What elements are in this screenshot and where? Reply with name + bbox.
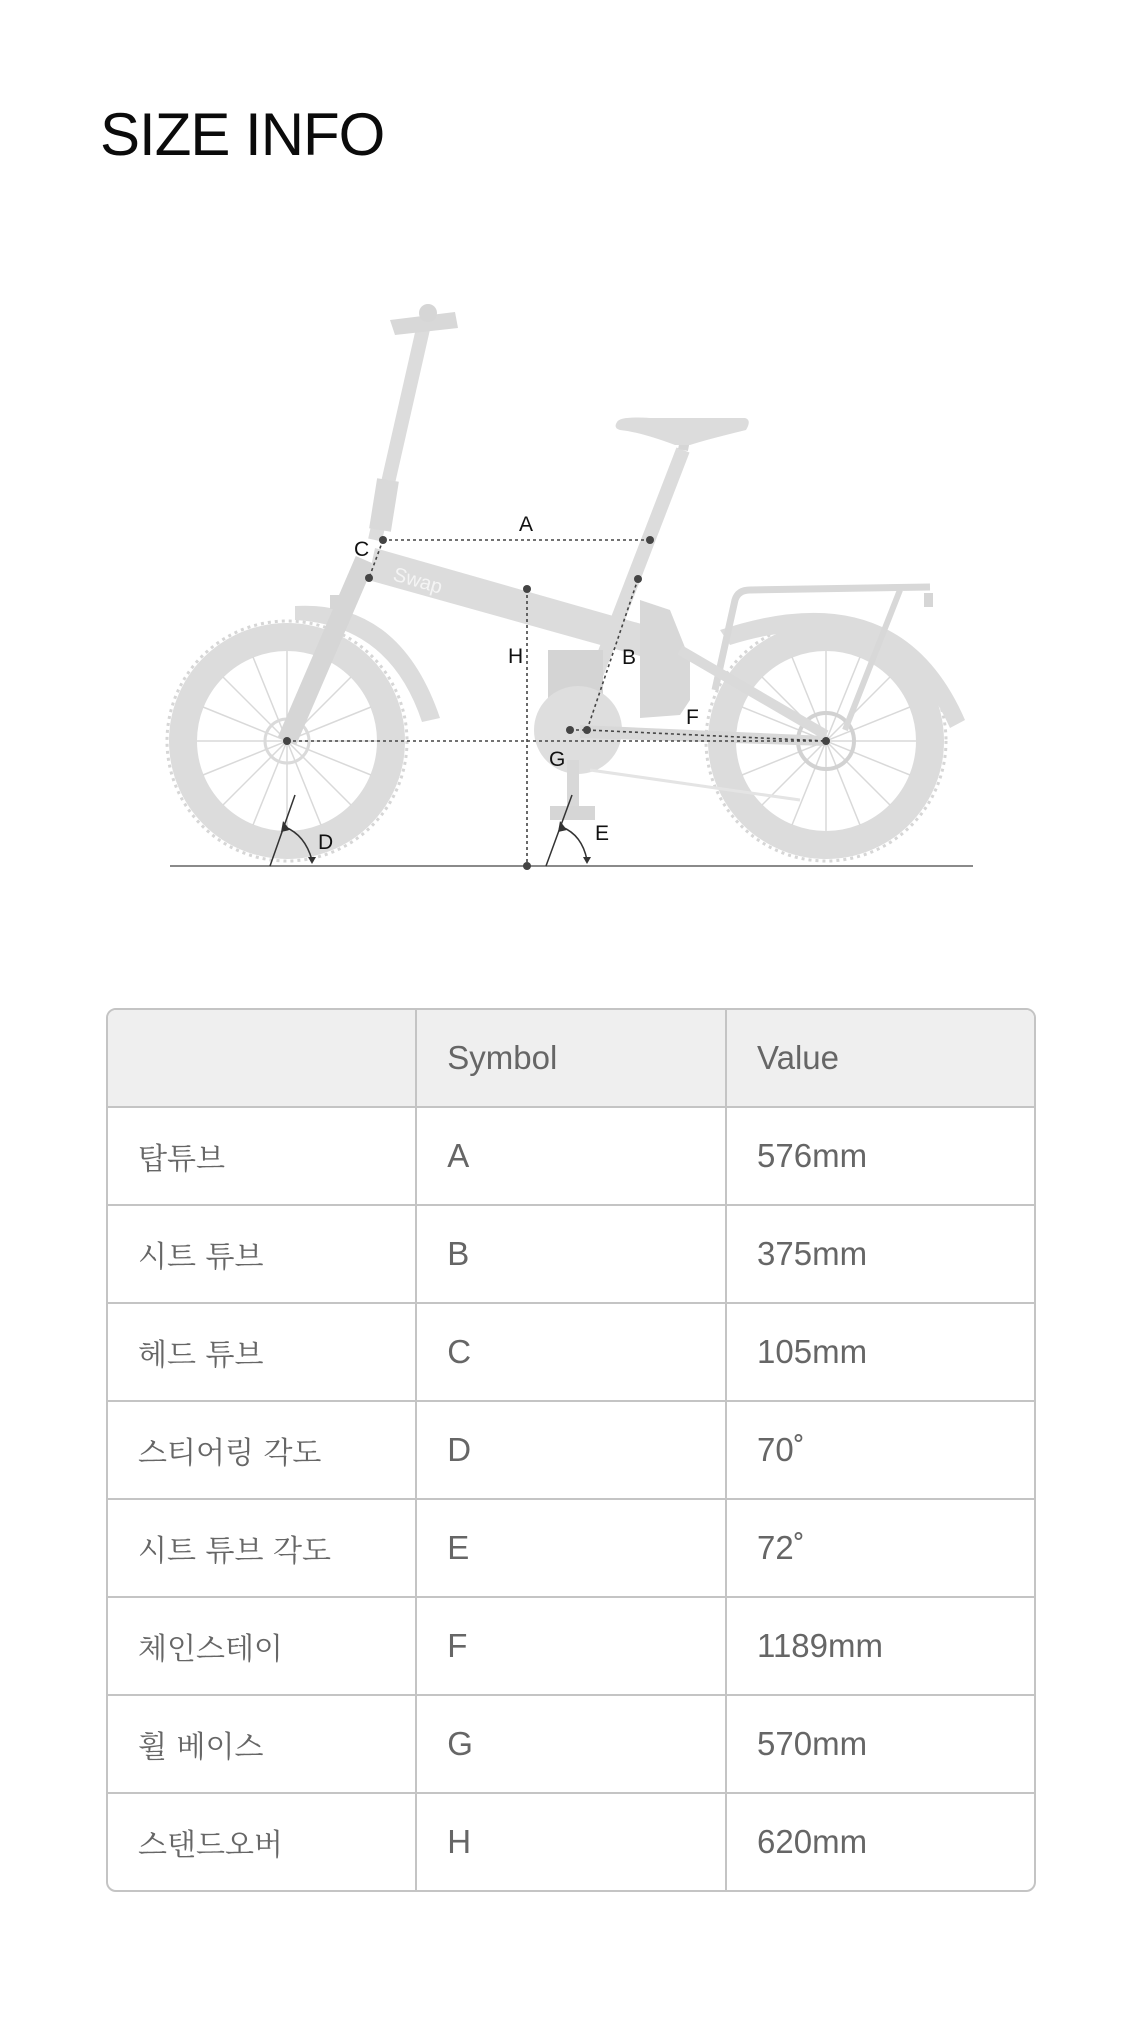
row-value: 1189mm xyxy=(727,1598,1034,1696)
label-b: B xyxy=(622,646,637,669)
table-row xyxy=(108,1108,1034,1206)
label-h: H xyxy=(508,645,524,668)
row-name: 휠 베이스 xyxy=(108,1696,417,1794)
row-symbol: E xyxy=(417,1500,727,1598)
label-e: E xyxy=(595,822,610,845)
row-symbol: D xyxy=(417,1402,727,1500)
row-value: 105mm xyxy=(727,1304,1034,1402)
row-value: 70˚ xyxy=(727,1402,1034,1500)
row-name: 헤드 튜브 xyxy=(108,1304,417,1402)
row-value: 576mm xyxy=(727,1108,1034,1206)
row-value: 375mm xyxy=(727,1206,1034,1304)
header-symbol: Symbol xyxy=(417,1010,727,1108)
row-value: 72˚ xyxy=(727,1500,1034,1598)
label-g: G xyxy=(549,748,566,771)
table-row xyxy=(108,1794,1034,1890)
table-row xyxy=(108,1500,1034,1598)
label-c: C xyxy=(354,538,370,561)
row-symbol: C xyxy=(417,1304,727,1402)
row-name: 체인스테이 xyxy=(108,1598,417,1696)
table-row xyxy=(108,1696,1034,1794)
bike-illustration xyxy=(0,280,1141,900)
row-name: 시트 튜브 각도 xyxy=(108,1500,417,1598)
label-a: A xyxy=(519,513,534,536)
row-name: 스티어링 각도 xyxy=(108,1402,417,1500)
table-header-row xyxy=(108,1010,1034,1108)
row-symbol: H xyxy=(417,1794,727,1890)
brand-logo: Swap xyxy=(390,563,445,599)
size-table-container xyxy=(106,1008,1036,1892)
row-value: 570mm xyxy=(727,1696,1034,1794)
label-f: F xyxy=(686,706,699,729)
bike-silhouette xyxy=(167,304,965,861)
row-symbol: F xyxy=(417,1598,727,1696)
row-name: 스탠드오버 xyxy=(108,1794,417,1890)
table-row xyxy=(108,1402,1034,1500)
bike-geometry-diagram xyxy=(0,280,1141,900)
row-value: 620mm xyxy=(757,1823,868,1860)
row-symbol: B xyxy=(417,1206,727,1304)
header-name xyxy=(108,1010,417,1108)
row-name: 시트 튜브 xyxy=(108,1206,417,1304)
table-row xyxy=(108,1598,1034,1696)
row-symbol: G xyxy=(417,1696,727,1794)
row-symbol: A xyxy=(417,1108,727,1206)
page-title: SIZE INFO xyxy=(100,101,385,168)
size-table xyxy=(106,1008,1036,1892)
table-row xyxy=(108,1206,1034,1304)
table-row xyxy=(108,1304,1034,1402)
label-d: D xyxy=(318,831,334,854)
row-name: 탑튜브 xyxy=(108,1108,417,1206)
header-value: Value xyxy=(727,1010,1034,1108)
